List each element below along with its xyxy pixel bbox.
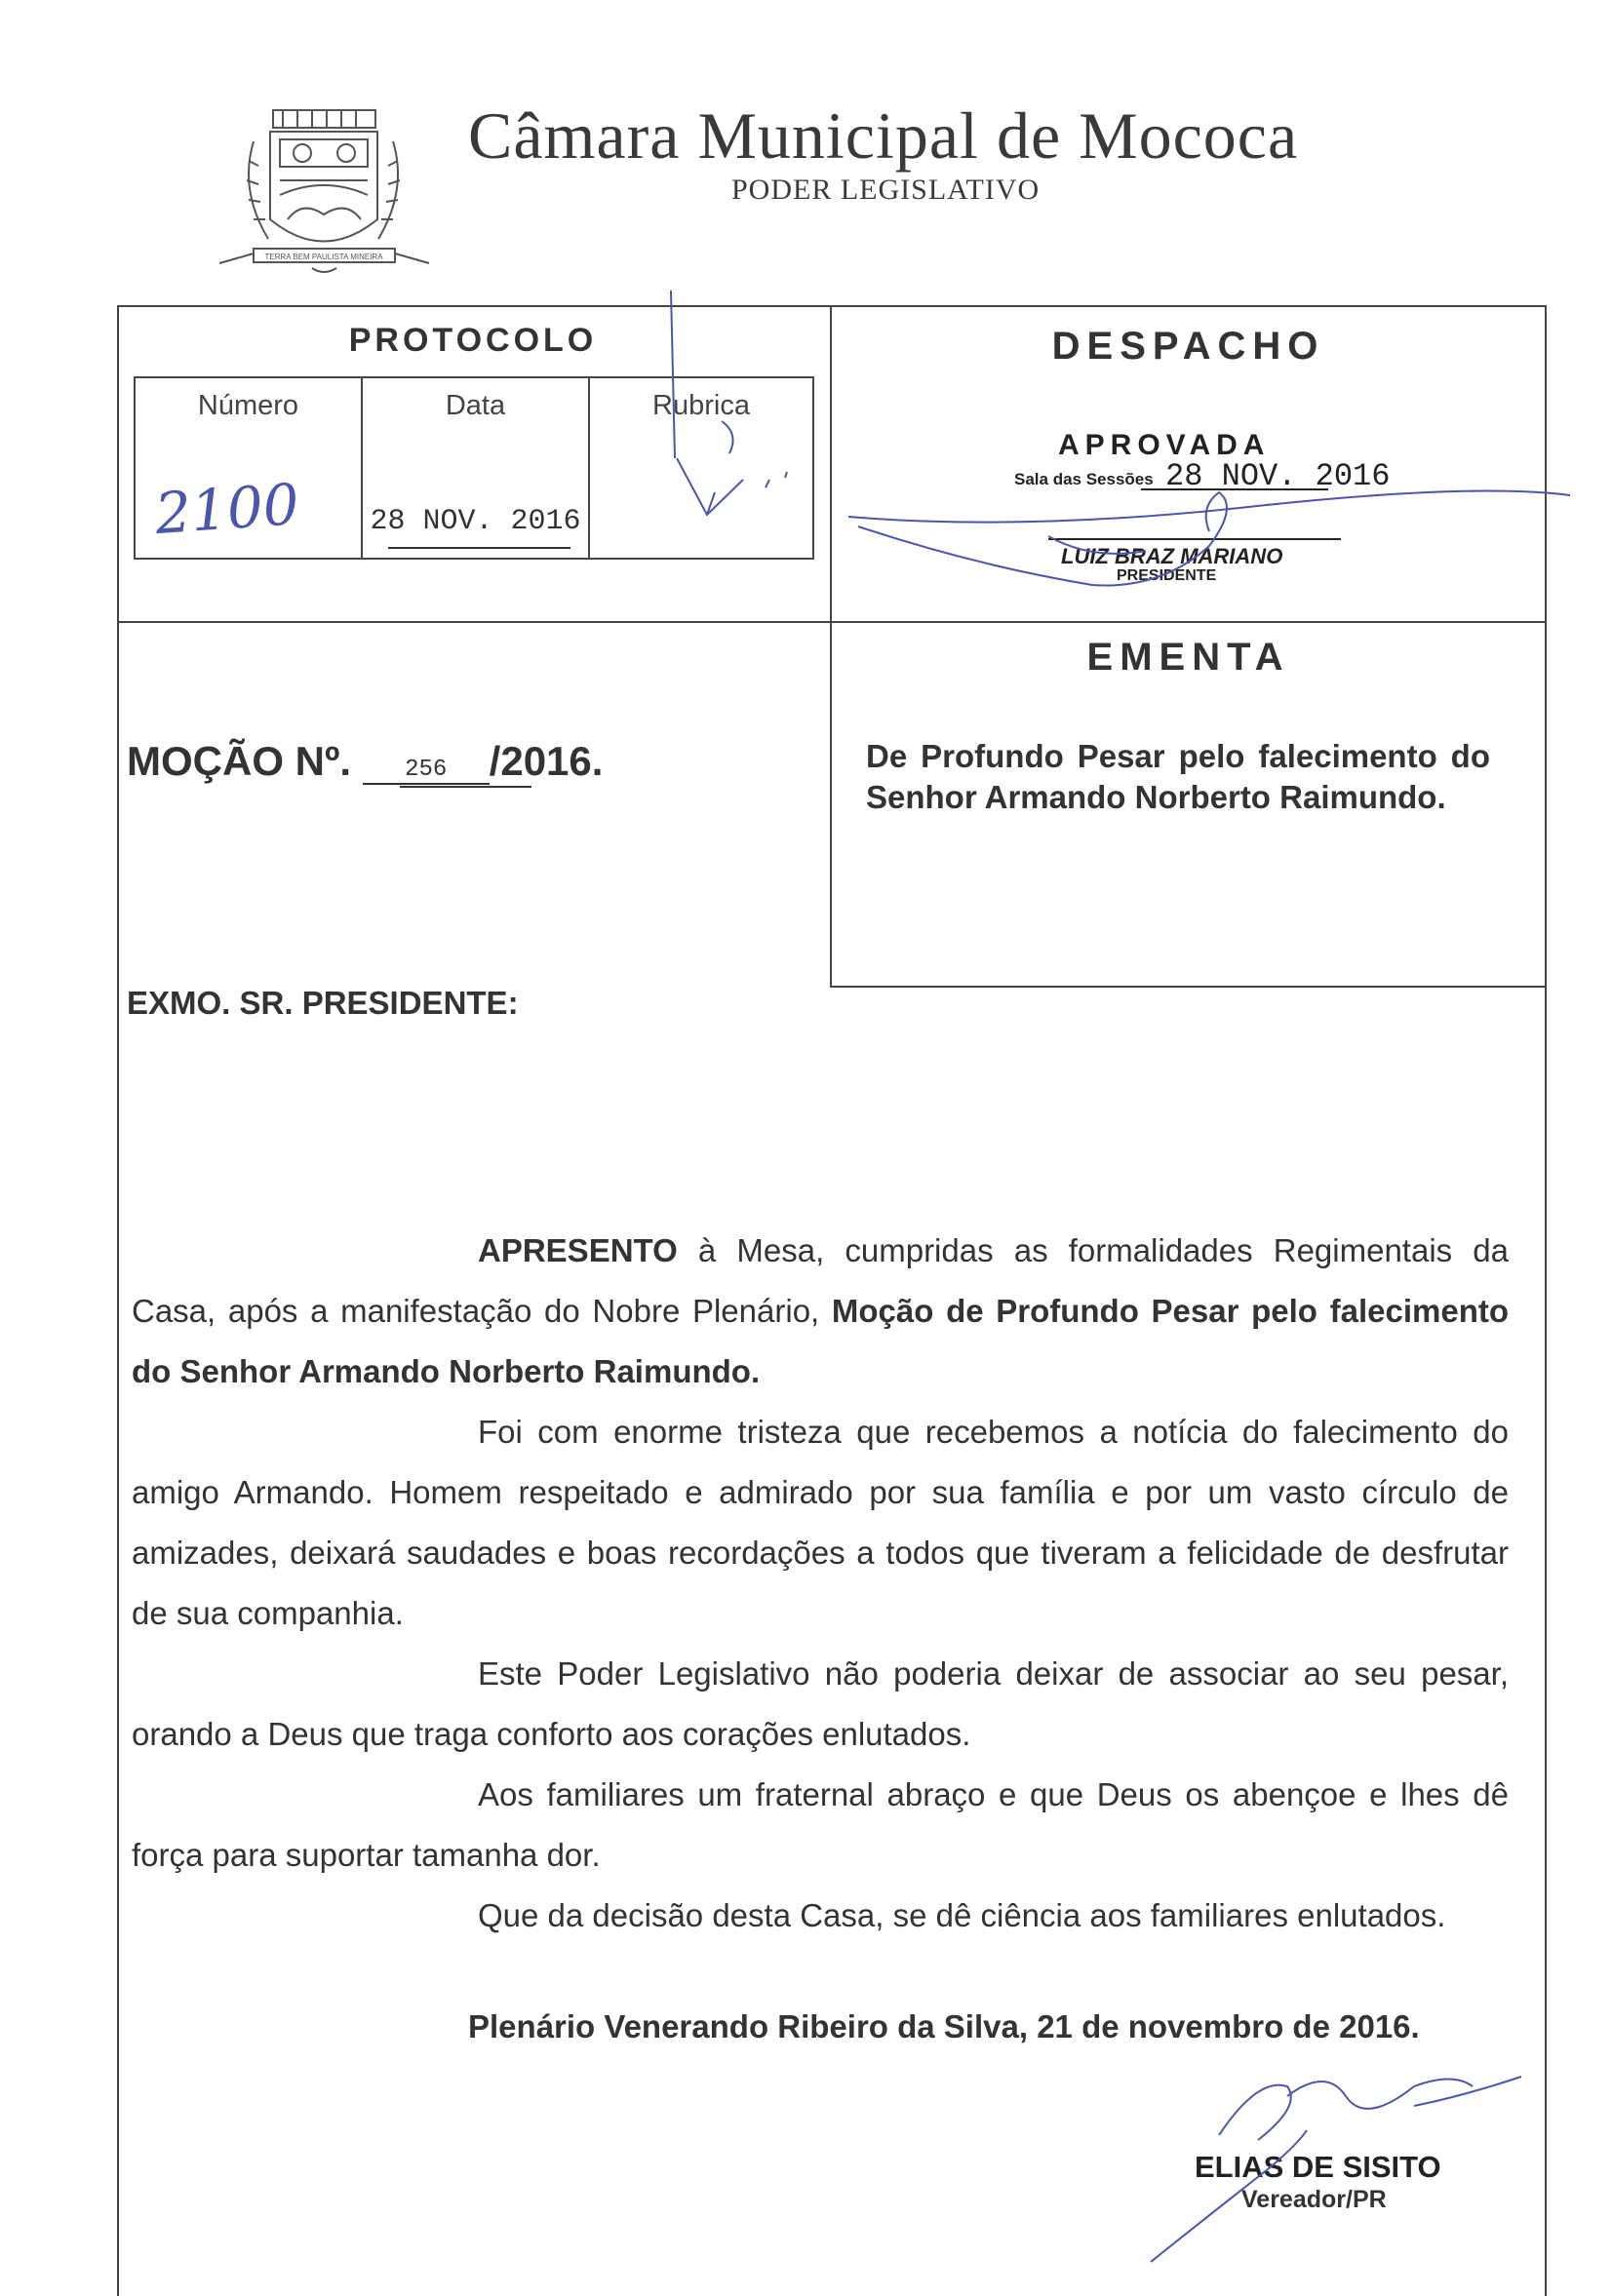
municipal-seal-logo bbox=[210, 102, 434, 283]
protocolo-rubrica-cell bbox=[590, 378, 812, 558]
institution-subtitle: PODER LEGISLATIVO bbox=[731, 174, 1041, 206]
ementa-title: EMENTA bbox=[1086, 636, 1290, 679]
institution-title: Câmara Municipal de Mococa bbox=[468, 98, 1299, 173]
despacho-title: DESPACHO bbox=[1051, 325, 1325, 368]
body-p1-bold-end: Moção de Profundo Pesar pelo falecimento do Senhor Armando Norberto Raimundo. bbox=[132, 1293, 1509, 1389]
signatory-role: Vereador/PR bbox=[1241, 2186, 1387, 2213]
ementa-text: De Profundo Pesar pelo falecimento do Senhor Armando Norberto Raimundo. bbox=[866, 738, 1490, 815]
mocao-prefix: MOÇÃO Nº. bbox=[127, 738, 351, 784]
protocolo-numero-cell bbox=[136, 378, 363, 558]
body-paragraph-3: Este Poder Legislativo não poderia deixar de associar ao seu pesar, orando a Deus que traga conforto aos corações enlutados. bbox=[132, 1655, 1509, 1752]
body-paragraph-5: Que da decisão desta Casa, se dê ciência aos familiares enlutados. bbox=[478, 1897, 1446, 1933]
protocolo-data-header: Data bbox=[445, 390, 506, 421]
mocao-heading bbox=[127, 738, 603, 785]
protocolo-title: PROTOCOLO bbox=[348, 322, 598, 359]
body-paragraph-4: Aos familiares um fraternal abraço e que Deus os abençoe e lhes dê força para suportar tamanha dor. bbox=[132, 1776, 1509, 1873]
president-name: LUIZ BRAZ MARIANO bbox=[1061, 544, 1283, 568]
protocolo-numero-header: Número bbox=[197, 390, 299, 421]
frame-divider-vertical bbox=[830, 305, 832, 988]
salutation: EXMO. SR. PRESIDENTE: bbox=[127, 985, 519, 1021]
seal-motto: TERRA BEM PAULISTA MINEIRA bbox=[264, 253, 383, 261]
protocolo-data-stamp: 28 NOV. 2016 bbox=[370, 505, 581, 538]
body-p1-bold-start: APRESENTO bbox=[478, 1232, 678, 1268]
mocao-suffix: /2016. bbox=[489, 738, 604, 784]
body-paragraph-1 bbox=[132, 1221, 1509, 1402]
signatory-name: ELIAS DE SISITO bbox=[1195, 2150, 1441, 2184]
protocolo-rubrica-header: Rubrica bbox=[652, 390, 750, 421]
protocolo-data-cell bbox=[363, 378, 590, 558]
approval-stamp-sala-label: Sala das Sessões bbox=[1014, 470, 1154, 488]
document-body bbox=[132, 1221, 1509, 1946]
president-role: PRESIDENTE bbox=[1117, 567, 1217, 584]
approval-stamp-status: APROVADA bbox=[1058, 429, 1271, 461]
body-paragraph-2: Foi com enorme tristeza que recebemos a notícia do falecimento do amigo Armando. Homem respeitado e admirado por sua família e por um vasto círculo de amizades, deixará saudades e boas recordações a todos que tiveram a felicidade de desfrutar de sua companhia. bbox=[132, 1414, 1509, 1631]
frame-divider-horizontal bbox=[117, 621, 1545, 623]
ementa-bottom-border bbox=[830, 986, 1545, 988]
mocao-number: 256 bbox=[363, 757, 490, 785]
protocolo-numero-value: 2100 bbox=[152, 470, 301, 548]
closing-line: Plenário Venerando Ribeiro da Silva, 21 de novembro de 2016. bbox=[468, 2008, 1420, 2044]
body-p1-text: à Mesa, cumpridas as formalidades Regimentais da Casa, após a manifestação do Nobre Plenário, bbox=[132, 1232, 1509, 1329]
protocolo-table bbox=[134, 376, 814, 560]
approval-stamp-date: 28 NOV. 2016 bbox=[1165, 458, 1391, 494]
